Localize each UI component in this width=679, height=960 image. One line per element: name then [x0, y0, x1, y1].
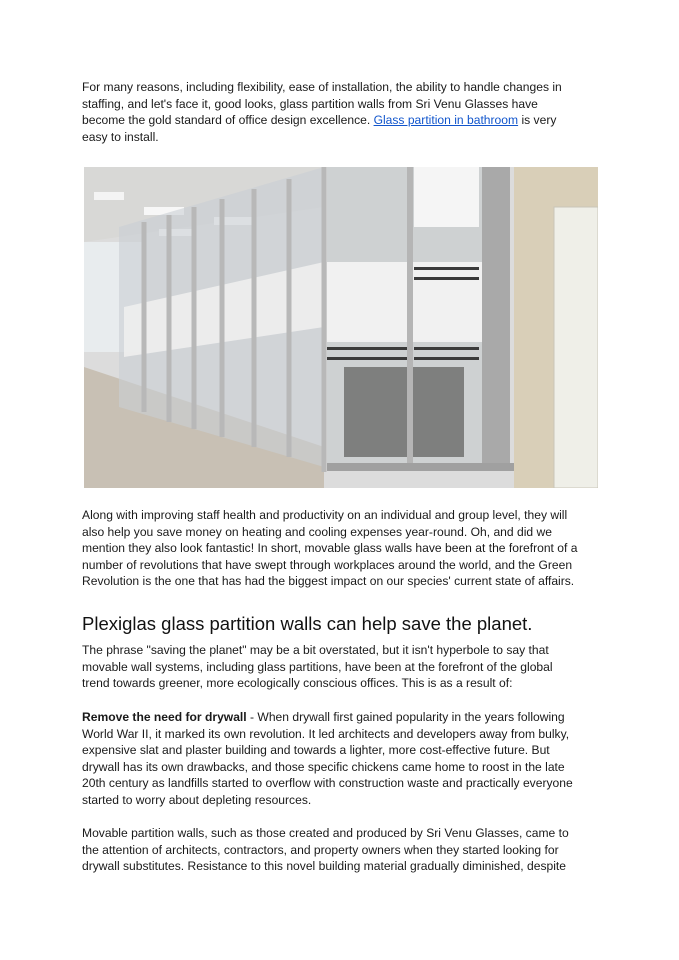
paragraph-movable-walls [82, 825, 622, 875]
text-line: Revolution is the one that has had the biggest impact on our species' current state of affairs. [82, 574, 575, 588]
text-line [82, 709, 622, 726]
text-line: 20th century as landfills started to overflow with construction waste and practically everyone [82, 776, 573, 790]
text: become the gold standard of office design excellence. [82, 113, 374, 127]
text-line: trend towards greener, more ecologically conscious offices. This is as a result of: [82, 676, 513, 690]
text-line: easy to install. [82, 129, 159, 144]
section-heading: Plexiglas glass partition walls can help save the planet. [82, 613, 533, 634]
text-line: expensive slat and plaster building and towards a lighter, more cost-effective future. But [82, 743, 550, 757]
text-line [82, 112, 622, 129]
text-line: number of revolutions that have swept through workplaces around the world, and the Green [82, 557, 573, 572]
paragraph-drywall [82, 709, 622, 808]
text: is very [518, 113, 557, 127]
text-line: World War II, it marked its own revolution. It led architects and developers away from bulky, [82, 726, 570, 741]
text-line: Movable partition walls, such as those created and produced by Sri Venu Glasses, came to [82, 826, 569, 840]
paragraph-benefits [82, 507, 622, 590]
text-line: mention they also look fantastic! In short, movable glass walls have been at the forefront of a [82, 541, 578, 555]
text-line: the attention of architects, contractors, and property owners when they started looking for [82, 842, 559, 857]
paragraph-saving-planet [82, 642, 622, 692]
text-line: also help you save money on heating and cooling expenses year-round. Oh, and did we [82, 524, 552, 539]
glass-partition-bathroom-link[interactable]: Glass partition in bathroom [373, 113, 519, 127]
text: - When drywall first gained popularity in the years following [246, 710, 565, 724]
text-line: Along with improving staff health and productivity on an individual and group level, they will [82, 508, 568, 522]
intro-paragraph [82, 79, 622, 145]
text-line: The phrase "saving the planet" may be a bit overstated, but it isn't hyperbole to say that [82, 643, 549, 657]
text-line: For many reasons, including flexibility, ease of installation, the ability to handle changes in [82, 80, 562, 94]
bold-lead: Remove the need for drywall [82, 710, 247, 724]
text-line: movable wall systems, including glass partitions, have been at the forefront of the global [82, 659, 553, 674]
office-glass-partitions-photo [84, 167, 598, 488]
text-line: drywall substitutes. Resistance to this novel building material gradually diminished, despite [82, 859, 566, 873]
text-line: drywall has its own drawbacks, and those specific chickens came home to roost in the late [82, 759, 565, 774]
text-line: staffing, and let's face it, good looks, glass partition walls from Sri Venu Glasses have [82, 96, 538, 111]
text-line: started to worry about depleting resources. [82, 792, 312, 807]
